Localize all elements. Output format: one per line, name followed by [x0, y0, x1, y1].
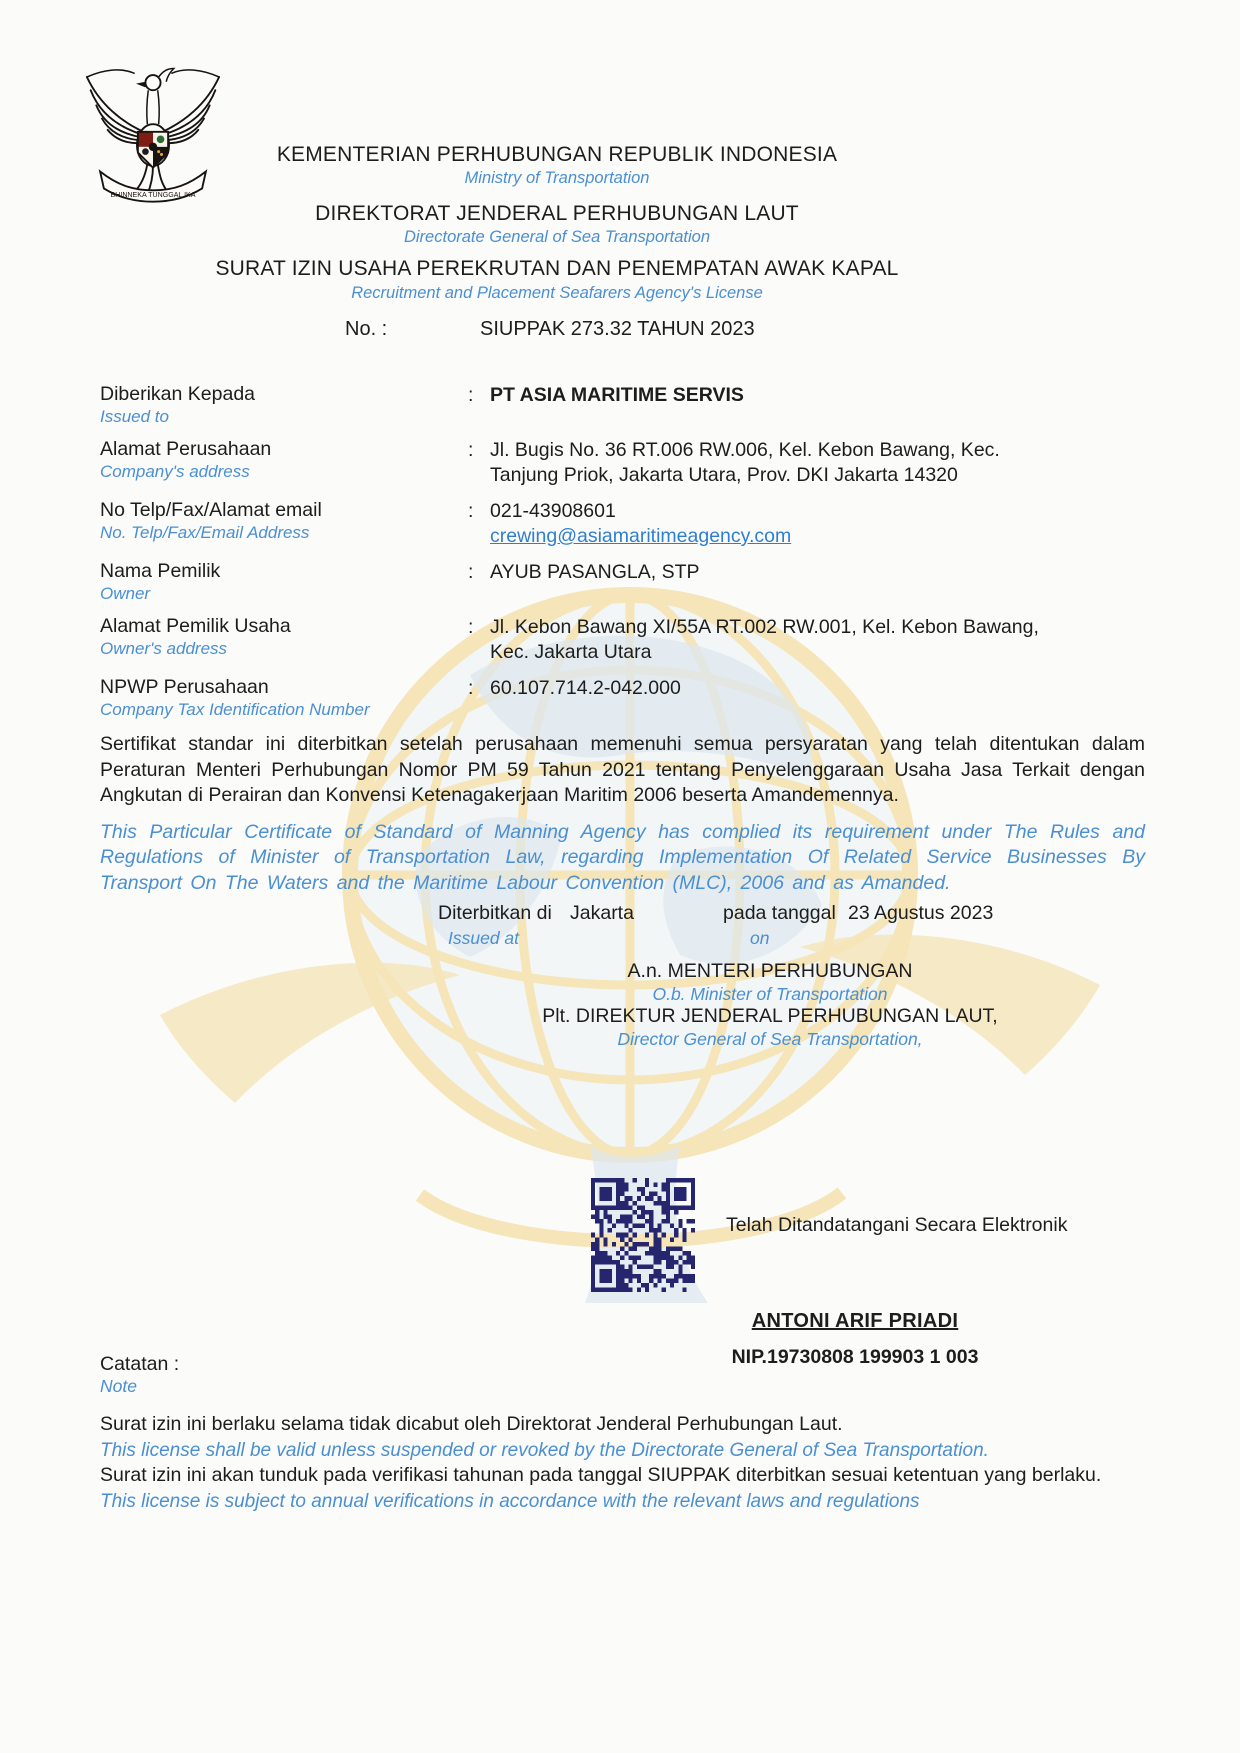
signature-block — [540, 960, 1000, 1050]
letterhead — [0, 143, 1114, 303]
footnote-2-en: This license is subject to annual verifications in accordance with the relevant laws and regulations — [100, 1490, 920, 1512]
field-label-en: Company Tax Identification Number — [100, 700, 370, 719]
field-row-contact — [100, 499, 1060, 549]
notes-label: Catatan : — [100, 1353, 180, 1375]
directorate-name-en: Directorate General of Sea Transportation — [403, 228, 710, 246]
license-title: SURAT IZIN USAHA PEREKRUTAN DAN PENEMPATAN AWAK KAPAL — [215, 257, 899, 280]
field-colon: : — [468, 561, 474, 583]
field-label-en: Owner's address — [100, 639, 228, 658]
statement-paragraph-id: Sertifikat standar ini diterbitkan setelah perusahaan memenuhi semua persyaratan yang telah ditentukan dalam Peraturan Menteri Perhubungan Nomor PM 59 Tahun 2021 tentang Penyelenggaraan Usaha Jasa Terkait dengan Angkutan di Perairan dan Konvensi Ketenagakerjaan Maritim 2006 beserta Amandemennya. — [100, 733, 1145, 806]
notes-label-en: Note — [100, 1376, 137, 1396]
signer-name: ANTONI ARIF PRIADI — [751, 1310, 959, 1332]
field-colon: : — [468, 500, 474, 522]
issued-date: 23 Agustus 2023 — [848, 902, 994, 924]
issued-at-label-en: Issued at — [448, 928, 520, 948]
field-colon: : — [468, 677, 474, 699]
company-address-line2: Tanjung Priok, Jakarta Utara, Prov. DKI Jakarta 14320 — [490, 464, 958, 486]
statement-paragraph-en: This Particular Certificate of Standard of Manning Agency has complied its requirement under The Rules and Regulations of Minister of Transportation Law, regarding Implementation Of Related Service Businesses By Transport On The Waters and the Maritime Labour Convention (MLC), 2006 and as Amanded. — [100, 820, 1145, 894]
field-label-en: Owner — [100, 584, 151, 603]
company-address-line1: Jl. Bugis No. 36 RT.006 RW.006, Kel. Kebon Bawang, Kec. — [490, 439, 1000, 461]
on-behalf-of: A.n. MENTERI PERHUBUNGAN — [627, 960, 913, 982]
field-row-npwp — [100, 676, 1060, 720]
footnote-1-id: Surat izin ini berlaku selama tidak dicabut oleh Direktorat Jenderal Perhubungan Laut. — [100, 1413, 843, 1435]
company-name-value: PT ASIA MARITIME SERVIS — [490, 384, 744, 406]
license-title-en: Recruitment and Placement Seafarers Agency's License — [351, 284, 763, 302]
signer-block — [640, 1310, 1070, 1369]
license-fields — [100, 383, 1060, 731]
issued-at-label: Diterbitkan di — [438, 902, 552, 924]
email-link[interactable]: crewing@asiamaritimeagency.com — [490, 525, 792, 547]
owner-name-value: AYUB PASANGLA, STP — [490, 561, 700, 583]
official-title: Plt. DIREKTUR JENDERAL PERHUBUNGAN LAUT, — [542, 1005, 998, 1027]
field-colon: : — [468, 384, 474, 406]
field-label-en: Issued to — [100, 407, 169, 426]
ministry-name-en: Ministry of Transportation — [464, 169, 650, 187]
ministry-name: KEMENTERIAN PERHUBUNGAN REPUBLIK INDONESIA — [276, 143, 838, 166]
issued-date-label-en: on — [750, 928, 770, 948]
license-number-value: SIUPPAK 273.32 TAHUN 2023 — [480, 318, 755, 340]
field-label: Diberikan Kepada — [100, 383, 256, 405]
owner-address-line1: Jl. Kebon Bawang XI/55A RT.002 RW.001, Kel. Kebon Bawang, — [490, 616, 1039, 638]
npwp-value: 60.107.714.2-042.000 — [490, 677, 681, 699]
field-row-owner-address — [100, 615, 1060, 665]
footnotes — [100, 1412, 1175, 1514]
field-row-issued-to — [100, 383, 1060, 427]
field-label-en: No. Telp/Fax/Email Address — [100, 523, 310, 542]
owner-address-line2: Kec. Jakarta Utara — [490, 641, 652, 663]
signer-nip: NIP.19730808 199903 1 003 — [731, 1346, 979, 1368]
license-number-label: No. : — [345, 318, 388, 340]
field-row-owner — [100, 560, 1060, 604]
directorate-name: DIREKTORAT JENDERAL PERHUBUNGAN LAUT — [315, 202, 799, 225]
electronic-signature-note: Telah Ditandatangani Secara Elektronik — [726, 1214, 1068, 1236]
field-label: Nama Pemilik — [100, 560, 221, 582]
field-row-company-address — [100, 438, 1060, 488]
field-label-en: Company's address — [100, 462, 250, 481]
official-title-en: Director General of Sea Transportation, — [617, 1029, 923, 1049]
notes-label-block — [100, 1352, 179, 1397]
phone-value: 021-43908601 — [490, 500, 616, 522]
field-label: Alamat Perusahaan — [100, 438, 272, 460]
field-colon: : — [468, 439, 474, 461]
field-label: Alamat Pemilik Usaha — [100, 615, 291, 637]
issued-place: Jakarta — [570, 902, 634, 924]
body-paragraphs — [100, 732, 1145, 896]
footnote-1-en: This license shall be valid unless suspended or revoked by the Directorate General of Sea Transportation. — [100, 1439, 989, 1461]
field-label: No Telp/Fax/Alamat email — [100, 499, 322, 521]
issued-date-label: pada tanggal — [723, 902, 836, 924]
emblem-motto: BHINNEKA TUNGGAL IKA — [110, 190, 196, 199]
on-behalf-of-en: O.b. Minister of Transportation — [652, 984, 888, 1004]
field-label: NPWP Perusahaan — [100, 676, 269, 698]
qr-code — [591, 1178, 695, 1292]
footnote-2-id: Surat izin ini akan tunduk pada verifikasi tahunan pada tanggal SIUPPAK diterbitkan sesuai ketentuan yang berlaku. — [100, 1464, 1102, 1486]
field-colon: : — [468, 616, 474, 638]
